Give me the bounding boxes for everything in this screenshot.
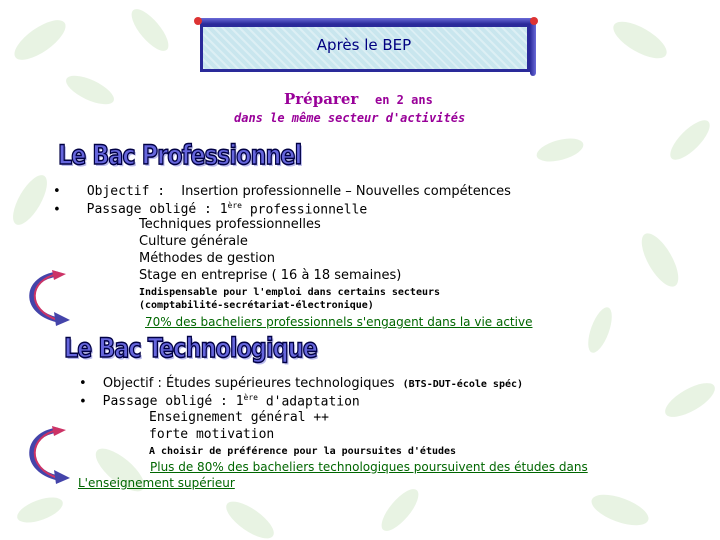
passage-sup: ère (243, 393, 258, 402)
banner-knob-right (530, 17, 538, 25)
banner-rod-top (196, 18, 534, 24)
bullet-icon: • (53, 202, 61, 218)
bac-techno-link-line1[interactable]: Plus de 80% des bacheliers technologiques poursuivent des études dans (150, 460, 588, 474)
curved-arrow-icon (18, 268, 78, 328)
bac-pro-note-2: (comptabilité-secrétariat-électronique) (139, 300, 374, 311)
intro-duration: en 2 ans (375, 93, 433, 107)
intro-sector: dans le même secteur d'activités (234, 111, 466, 125)
bac-techno-note: A choisir de préférence pour la poursuites d'études (149, 446, 457, 457)
banner-knob-left (194, 17, 202, 25)
curved-arrow-icon (18, 424, 78, 486)
passage-value: d'adaptation (258, 394, 360, 410)
bac-pro-passage (53, 201, 367, 217)
objective-label: Objectif : (86, 184, 166, 199)
bullet-icon: • (79, 394, 87, 410)
bac-techno-objective (79, 376, 523, 391)
bac-pro-title: Le Bac Professionnel (58, 140, 302, 171)
bac-pro-note-1: Indispensable pour l'emploi dans certains secteurs (139, 287, 441, 298)
bac-pro-subject: Stage en entreprise ( 16 à 18 semaines) (139, 268, 402, 283)
bac-techno-title: Le Bac Technologique (64, 333, 317, 364)
intro-prepare: Préparer (284, 90, 359, 108)
bac-pro-link[interactable]: 70% des bacheliers professionnels s'engagent dans la vie active (145, 315, 533, 329)
bullet-icon: • (53, 184, 61, 199)
objective-label: Objectif : Études supérieures technologiques (102, 376, 395, 391)
passage-label: Passage obligé : 1 (102, 394, 244, 410)
bac-techno-link-line2[interactable]: L'enseignement supérieur (78, 476, 235, 490)
bac-pro-subject: Techniques professionnelles (139, 217, 321, 232)
bac-pro-subject: Méthodes de gestion (139, 251, 275, 266)
bac-techno-subject: forte motivation (149, 427, 275, 442)
bullet-icon: • (79, 376, 87, 391)
passage-value: professionnelle (242, 202, 368, 218)
title-banner (196, 18, 536, 76)
bac-techno-passage (79, 393, 360, 409)
banner-title: Après le BEP (316, 36, 412, 54)
passage-label: Passage obligé : 1 (86, 202, 228, 218)
bac-techno-subject: Enseignement général ++ (149, 410, 330, 425)
bac-pro-objective (53, 184, 511, 199)
objective-detail: (BTS-DUT-école spéc) (402, 379, 524, 390)
objective-value: Insertion professionnelle – Nouvelles compétences (181, 184, 511, 199)
bac-pro-subject: Culture générale (139, 234, 248, 249)
passage-sup: ère (227, 201, 242, 210)
